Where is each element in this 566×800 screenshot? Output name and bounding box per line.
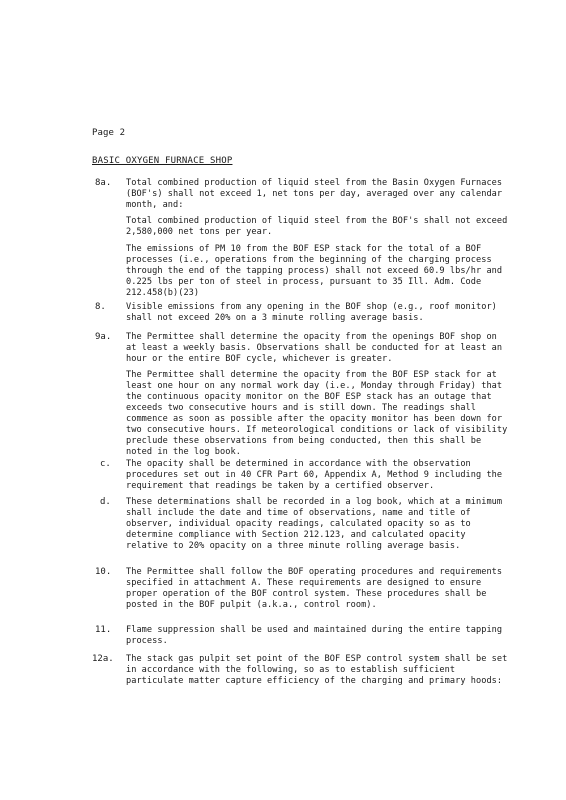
paragraph: Total combined production of liquid steel from the BOF's shall not exceed 2,580,000 net tons per year. xyxy=(126,216,508,237)
item-number: 9a. xyxy=(95,332,112,342)
paragraph: The emissions of PM 10 from the BOF ESP stack for the total of a BOF processes (i.e., operations from the beginning of the charging process through the end of the tapping process) shall not exceed 60.9 lbs/hr and 0.225 lbs per ton of steel in process, pursuant to 35 Ill. Adm. Code 212.458(b)(23) xyxy=(126,244,503,298)
paragraph: Total combined production of liquid steel from the Basin Oxygen Furnaces (BOF's) shall not exceed 1, net tons per day, averaged over any calendar month, and: xyxy=(126,178,503,210)
paragraph: Flame suppression shall be used and maintained during the entire tapping process. xyxy=(126,625,503,646)
paragraph: The opacity shall be determined in accordance with the observation procedures set out in 40 CFR Part 60, Appendix A, Method 9 including the requirement that readings be taken by a certified observer. xyxy=(126,459,503,491)
item-number: 11. xyxy=(95,625,112,635)
item-number: 8a. xyxy=(95,178,112,188)
paragraph: Visible emissions from any opening in the BOF shop (e.g., roof monitor) shall not exceed 20% on a 3 minute rolling average basis. xyxy=(126,302,497,323)
item-number: d. xyxy=(100,497,111,507)
paragraph: The Permittee shall follow the BOF operating procedures and requirements specified in attachment A. These requirements are designed to ensure proper operation of the BOF control system. These procedures shall be posted in the BOF pulpit (a.k.a., control room). xyxy=(126,567,503,610)
paragraph: These determinations shall be recorded in a log book, which at a minimum shall include the date and time of observations, name and title of observer, individual opacity readings, calculated opacity so as to determine compliance with Section 212.123, and calculated opacity relative to 20% opacity on a three minute rolling average basis. xyxy=(126,497,503,551)
paragraph: The stack gas pulpit set point of the BOF ESP control system shall be set in accordance with the following, so as to establish sufficient particulate matter capture efficiency of the charging and primary hoods: xyxy=(126,654,508,686)
page-number: Page 2 xyxy=(92,128,126,138)
item-number: c. xyxy=(100,459,111,469)
section-heading: BASIC OXYGEN FURNACE SHOP xyxy=(92,156,233,166)
paragraph: The Permittee shall determine the opacity from the BOF ESP stack for at least one hour on any normal work day (i.e., Monday through Friday) that the continuous opacity monitor on the BOF ESP stack has an outage that exceeds two consecutive hours and is still down. The readings shall commence as soon as possible after the opacity monitor has been down for two consecutive hours. If meteorological conditions or lack of visibility preclude these observations from being conducted, then this shall be noted in the log book. xyxy=(126,370,508,457)
paragraph: The Permittee shall determine the opacity from the openings BOF shop on at least a weekly basis. Observations shall be conducted for at least an hour or the entire BOF cycle, whichever is greater. xyxy=(126,332,503,364)
item-number: 8. xyxy=(95,302,106,312)
item-number: 12a. xyxy=(92,654,114,664)
item-number: 10. xyxy=(95,567,112,577)
